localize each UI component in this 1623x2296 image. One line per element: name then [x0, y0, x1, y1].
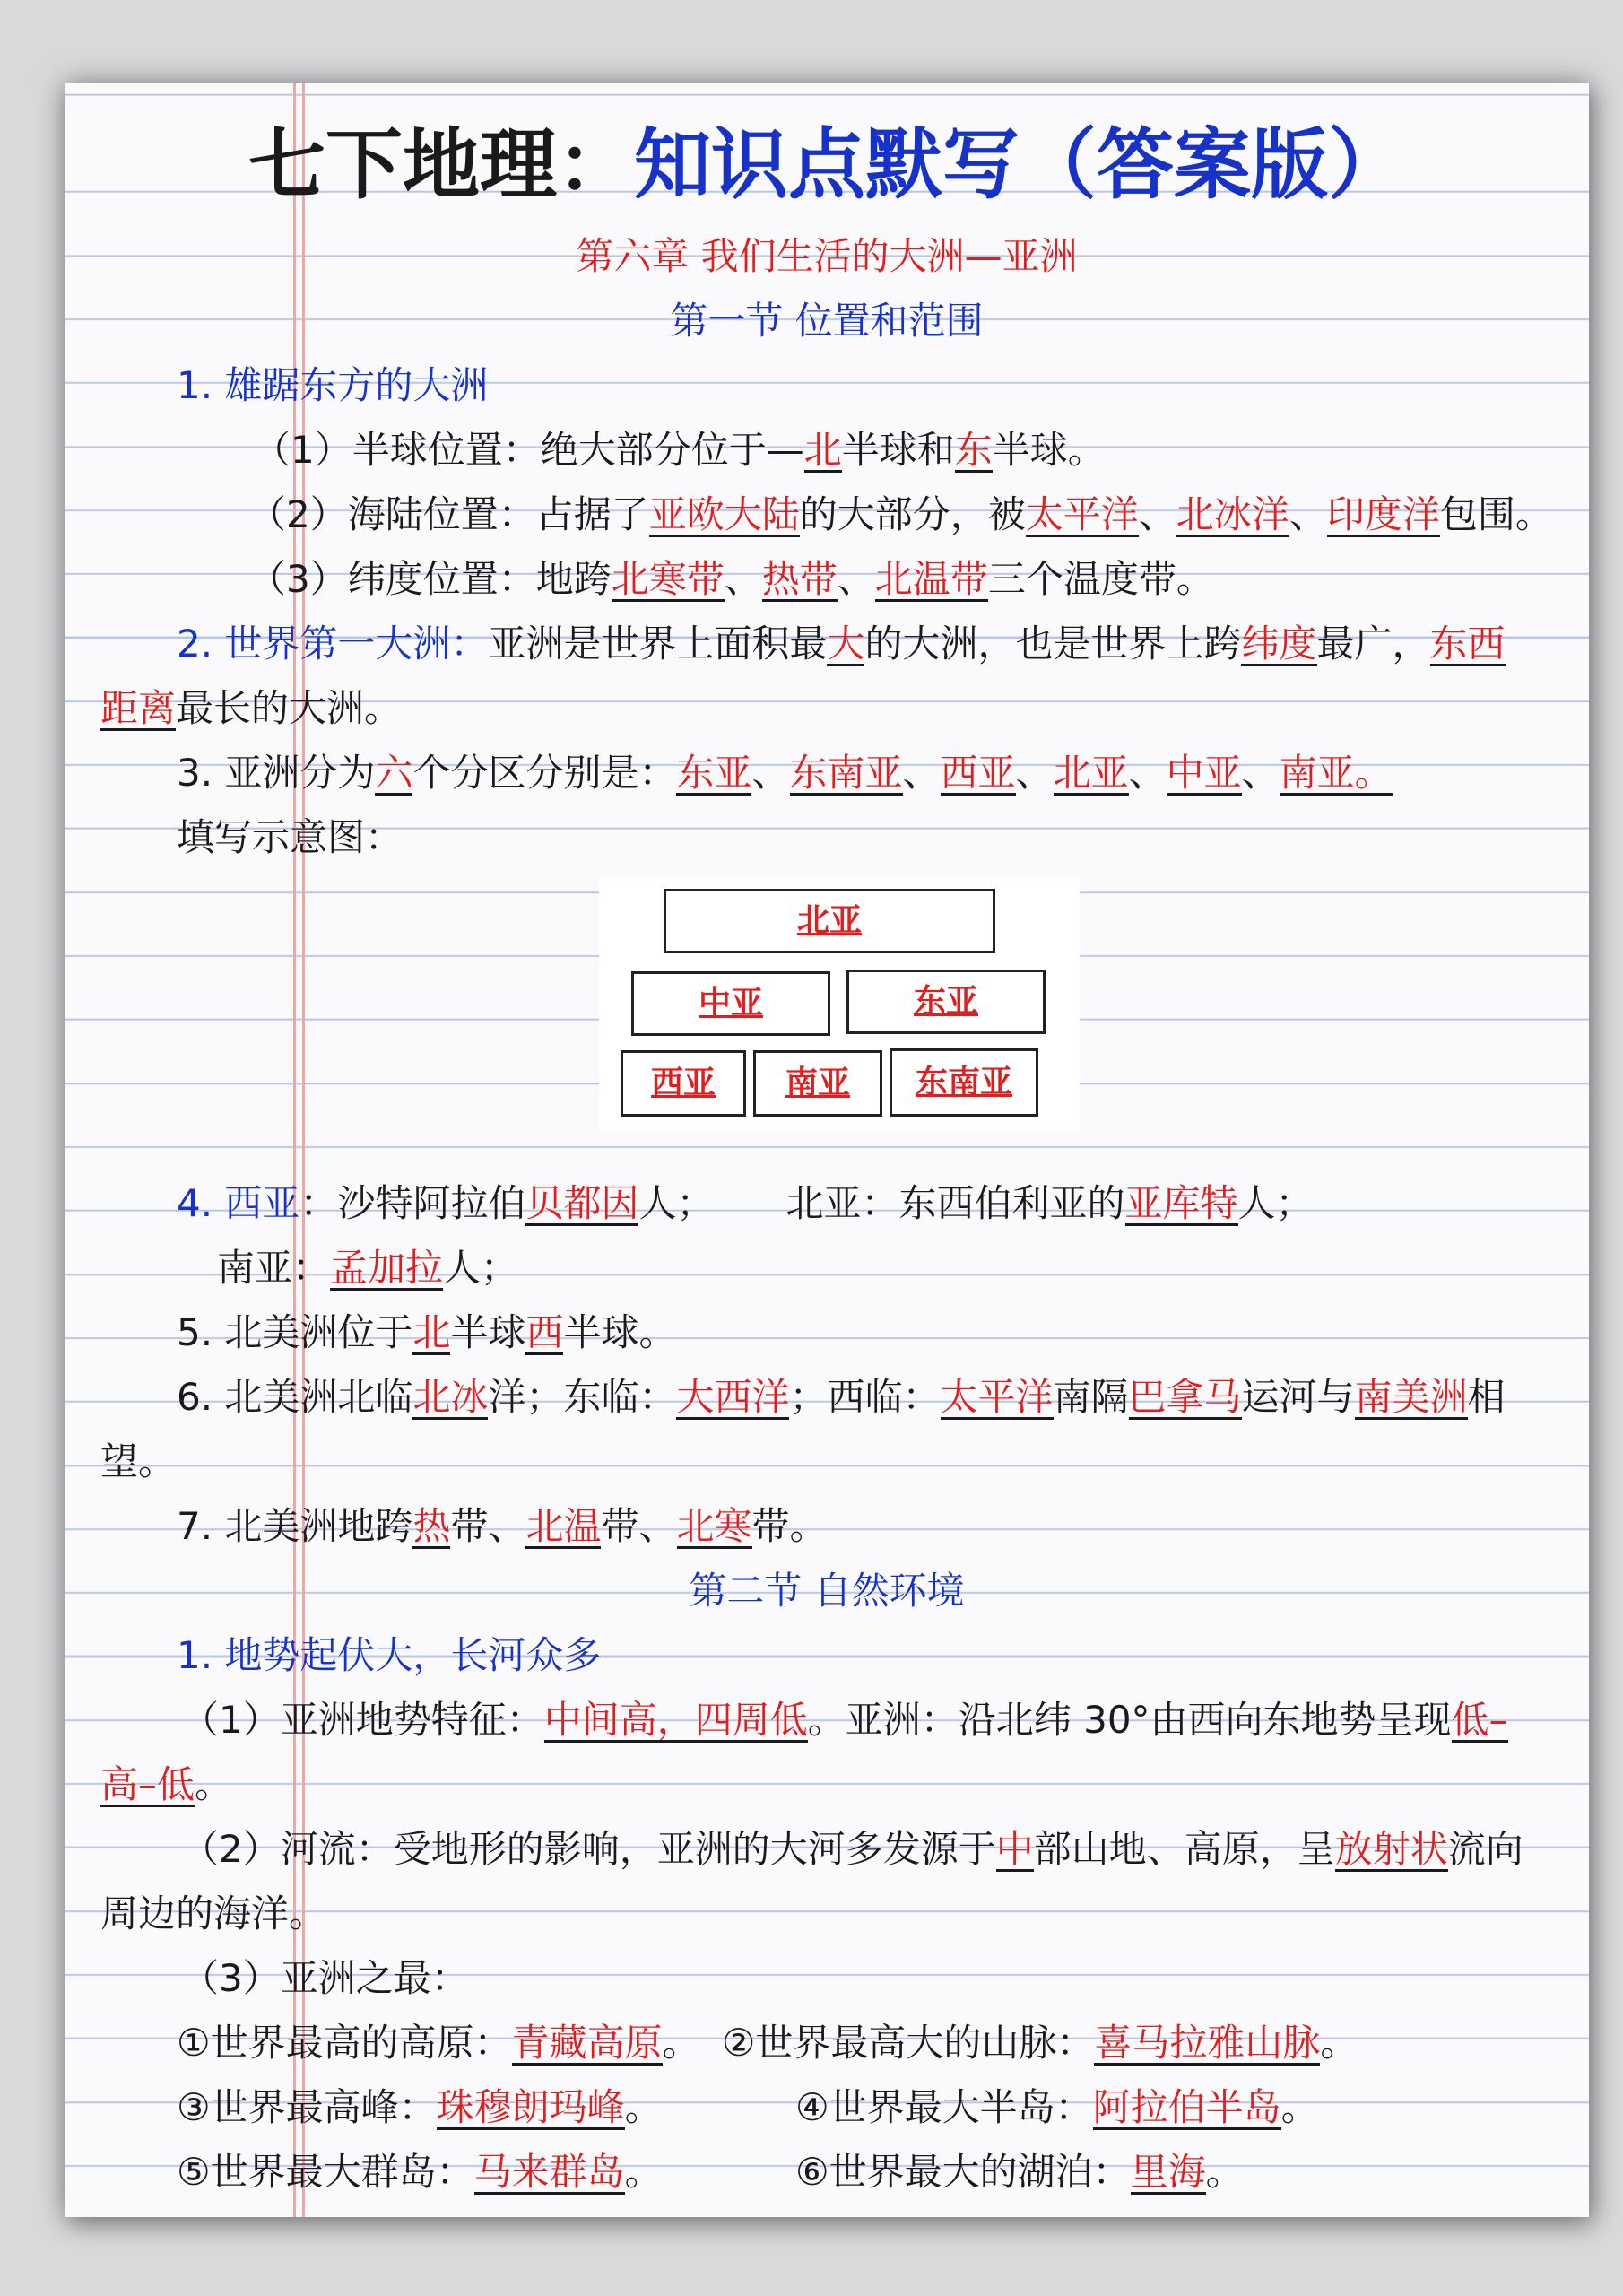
region-box-west: 西亚	[621, 1050, 746, 1117]
text: 南亚：	[217, 1246, 331, 1290]
text: 。亚洲：沿北纬 30°由西向东地势呈现	[807, 1698, 1452, 1742]
text-line	[65, 1752, 1589, 1817]
answer: 贝都因	[525, 1181, 639, 1225]
text: 带。	[751, 1504, 828, 1548]
answer: 中间高，四周低	[543, 1698, 808, 1742]
text-line	[65, 418, 1589, 483]
text: ①世界最高的高原：	[177, 2021, 512, 2065]
answer: 南亚。	[1279, 751, 1393, 795]
text: ⑤世界最大群岛：	[177, 2150, 474, 2194]
text: （2）海陆位置：占据了	[248, 492, 649, 536]
answer: 大	[827, 622, 865, 665]
text: 。	[1320, 2021, 1358, 2065]
text: ④世界最大半岛：	[795, 2085, 1093, 2129]
answer: 北温带	[874, 557, 988, 601]
text: 洋；东临：	[488, 1375, 677, 1419]
text-line	[65, 741, 1589, 805]
text: 7. 北美洲地跨	[177, 1504, 413, 1548]
text: 5. 北美洲位于	[177, 1310, 413, 1354]
text: 带、	[601, 1504, 677, 1548]
text: ；西临：	[789, 1375, 941, 1419]
text: 半球。	[563, 1310, 677, 1354]
text-line	[65, 2075, 1589, 2140]
answer: 阿拉伯半岛	[1092, 2085, 1281, 2129]
answer: 北寒带	[611, 557, 725, 601]
item-label: 4. 西亚	[177, 1181, 300, 1225]
text: 的大洲，也是世界上跨	[864, 622, 1242, 665]
page-title	[65, 120, 1589, 210]
text: （3）纬度位置：地跨	[248, 557, 612, 601]
item-heading: 1. 雄踞东方的大洲	[177, 363, 489, 407]
text: 。	[624, 2085, 663, 2129]
text-line	[65, 547, 1589, 612]
text-line	[65, 1300, 1589, 1365]
answer: 距离	[100, 686, 177, 730]
notebook-page	[65, 83, 1589, 2217]
asia-regions-diagram	[599, 876, 1080, 1133]
text: 、	[1138, 492, 1176, 536]
answer: 巴拿马	[1128, 1375, 1242, 1419]
text: 、	[1015, 751, 1054, 795]
text-line	[65, 2140, 1589, 2205]
answer: 里海	[1130, 2150, 1206, 2194]
answer: 中	[995, 1827, 1034, 1871]
answer: 北寒	[676, 1504, 752, 1548]
answer: 中亚	[1166, 751, 1242, 795]
answer: 北冰洋	[1176, 492, 1289, 536]
text: ②世界最高大的山脉：	[721, 2021, 1095, 2065]
answer: 西亚	[940, 751, 1016, 795]
text-line: （3）亚洲之最：	[181, 1956, 469, 2000]
answer: 太平洋	[940, 1375, 1054, 1419]
text-line: 填写示意图：	[177, 815, 404, 859]
text: 。	[624, 2150, 663, 2194]
text: 相	[1467, 1375, 1506, 1419]
answer: 纬度	[1241, 622, 1317, 665]
text: 。	[1280, 2085, 1319, 2129]
text: 人；	[638, 1181, 715, 1225]
answer: 南美洲	[1354, 1375, 1468, 1419]
text-line	[65, 612, 1589, 676]
text: 3. 亚洲分为	[177, 751, 376, 795]
text: 亚洲是世界上面积最	[488, 622, 828, 665]
text: （1）半球位置：绝大部分位于—	[253, 428, 804, 472]
answer: 北温	[525, 1504, 602, 1548]
answer: 放射状	[1334, 1827, 1448, 1871]
text-line	[65, 1494, 1589, 1559]
answer: 印度洋	[1326, 492, 1440, 536]
text: 、	[837, 557, 875, 601]
text: 北亚：东西伯利亚的	[785, 1181, 1125, 1225]
text-line	[65, 1236, 1589, 1300]
text: 、	[724, 557, 762, 601]
text: 半球	[450, 1310, 526, 1354]
answer: 北亚	[1053, 751, 1129, 795]
text: 部山地、高原，呈	[1033, 1827, 1335, 1871]
answer: 太平洋	[1025, 492, 1139, 536]
region-box-north: 北亚	[664, 889, 995, 953]
text-line	[65, 1817, 1589, 1882]
answer: 热	[412, 1504, 451, 1548]
item-heading: 1. 地势起伏大，长河众多	[177, 1633, 602, 1677]
answer: 北	[412, 1310, 451, 1354]
text-line	[65, 1688, 1589, 1752]
text: 最广，	[1316, 622, 1430, 665]
text: 带、	[450, 1504, 526, 1548]
text: 南隔	[1053, 1375, 1129, 1419]
text-line	[65, 2011, 1589, 2075]
text: 人；	[1237, 1181, 1314, 1225]
answer: 东亚	[676, 751, 752, 795]
text: 、	[1241, 751, 1280, 795]
text: 、	[1128, 751, 1167, 795]
text: 、	[902, 751, 941, 795]
answer: 高–低	[100, 1762, 195, 1806]
text-line: 望。	[100, 1439, 177, 1483]
item-label: 2. 世界第一大洲：	[177, 622, 489, 665]
text: 、	[1289, 492, 1327, 536]
text: 6. 北美洲北临	[177, 1375, 413, 1419]
text: 个分区分别是：	[412, 751, 677, 795]
text: 最长的大洲。	[176, 686, 403, 730]
text-line: 周边的海洋。	[100, 1892, 327, 1935]
text: ⑥世界最大的湖泊：	[795, 2150, 1131, 2194]
text: 三个温度带。	[987, 557, 1214, 601]
text: 人；	[443, 1246, 519, 1290]
answer: 东南亚	[789, 751, 903, 795]
answer: 东	[954, 428, 993, 472]
region-box-south: 南亚	[753, 1050, 882, 1117]
region-box-central: 中亚	[631, 971, 830, 1036]
answer: 珠穆朗玛峰	[436, 2085, 625, 2129]
text: （1）亚洲地势特征：	[181, 1698, 544, 1742]
answer: 亚库特	[1124, 1181, 1238, 1225]
section-heading: 第二节 自然环境	[689, 1569, 965, 1613]
title-prefix: 七下地理：	[248, 120, 634, 210]
answer: 低–	[1451, 1698, 1508, 1742]
answer: 青藏高原	[511, 2021, 663, 2065]
text: 半球。	[992, 428, 1106, 472]
region-box-east: 东亚	[846, 970, 1046, 1034]
text: 。	[1205, 2150, 1244, 2194]
text: 包围。	[1439, 492, 1553, 536]
answer: 热带	[761, 557, 838, 601]
text: 流向	[1447, 1827, 1523, 1871]
text: 。	[662, 2021, 700, 2065]
answer: 东西	[1429, 622, 1506, 665]
text: （2）河流：受地形的影响，亚洲的大河多发源于	[181, 1827, 996, 1871]
answer: 大西洋	[676, 1375, 790, 1419]
text: 。	[195, 1762, 233, 1806]
text-line	[65, 483, 1589, 547]
answer: 马来群岛	[473, 2150, 625, 2194]
answer: 西	[525, 1310, 564, 1354]
answer: 北	[803, 428, 842, 472]
text: ：沙特阿拉伯	[299, 1181, 526, 1225]
text-line	[65, 1365, 1589, 1430]
answer: 喜马拉雅山脉	[1094, 2021, 1321, 2065]
title-suffix: 知识点默写（答案版）	[634, 120, 1405, 210]
answer: 孟加拉	[330, 1246, 444, 1290]
text: 、	[751, 751, 790, 795]
text-line	[65, 676, 1589, 741]
answer: 亚欧大陆	[648, 492, 800, 536]
answer: 六	[375, 751, 413, 795]
text: ③世界最高峰：	[177, 2085, 437, 2129]
answer: 北冰	[412, 1375, 489, 1419]
text: 的大部分，被	[799, 492, 1026, 536]
section-heading: 第一节 位置和范围	[670, 299, 984, 343]
text: 半球和	[841, 428, 955, 472]
region-box-southeast: 东南亚	[890, 1048, 1038, 1117]
text-line	[65, 1171, 1589, 1236]
text: 运河与	[1241, 1375, 1355, 1419]
chapter-heading: 第六章 我们生活的大洲—亚洲	[576, 234, 1078, 278]
